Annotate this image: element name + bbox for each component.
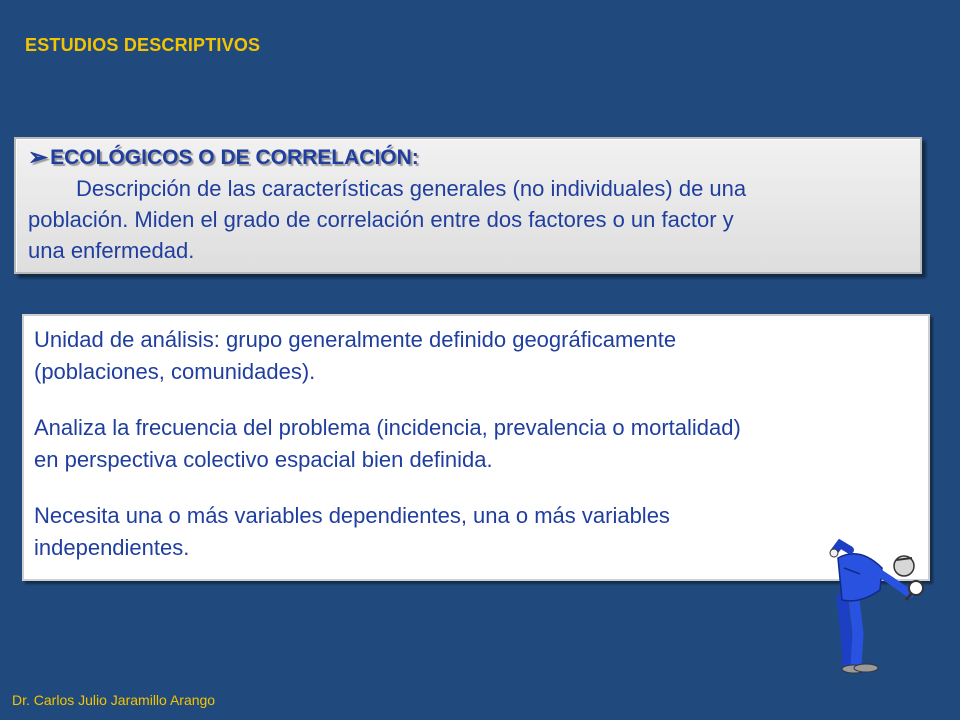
investigator-figure-icon <box>820 538 940 678</box>
author-credit: Dr. Carlos Julio Jaramillo Arango <box>12 692 216 708</box>
p3-line-2: independientes. <box>34 535 190 560</box>
unit-of-analysis-paragraph <box>34 324 916 388</box>
p1-line-2: (poblaciones, comunidades). <box>34 359 316 384</box>
box1-line-3: una enfermedad. <box>28 238 195 263</box>
p3-line-1: Necesita una o más variables dependientes, una o más variables <box>34 503 670 528</box>
p2-line-2: en perspectiva colectivo espacial bien definida. <box>34 447 493 472</box>
frequency-paragraph <box>34 412 916 476</box>
box1-line-1-text: Descripción de las características generales (no individuales) de una <box>76 176 747 201</box>
p1-line-1: Unidad de análisis: grupo generalmente definido geográficamente <box>34 327 677 352</box>
arrow-bullet-icon: ➢ <box>28 144 49 171</box>
box1-heading-row <box>28 145 910 171</box>
p2-line-1: Analiza la frecuencia del problema (incidencia, prevalencia o mortalidad) <box>34 415 741 440</box>
analysis-details-box <box>22 314 930 581</box>
slide-title: ESTUDIOS DESCRIPTIVOS <box>25 35 261 55</box>
variables-paragraph <box>34 500 916 564</box>
box1-description <box>28 173 910 266</box>
box1-line-2: población. Miden el grado de correlación entre dos factores o un factor y <box>28 207 734 232</box>
box1-heading: ECOLÓGICOS O DE CORRELACIÓN: <box>50 146 419 169</box>
ecological-studies-box <box>14 137 922 274</box>
box1-line-1 <box>28 173 910 204</box>
